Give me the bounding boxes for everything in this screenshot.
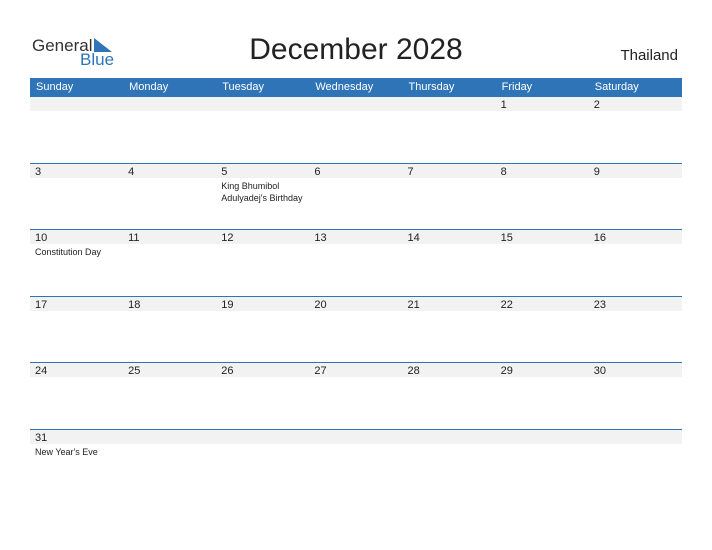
holiday-label — [589, 178, 682, 204]
holiday-label — [216, 444, 309, 458]
holiday-label — [123, 111, 216, 113]
weekday-thursday: Thursday — [408, 81, 455, 93]
holiday-label: New Year's Eve — [35, 446, 98, 457]
day-number: 6 — [314, 165, 321, 178]
day-number: 3 — [35, 165, 42, 178]
day-number: 9 — [593, 165, 600, 178]
holiday-label — [589, 111, 682, 113]
holiday-label — [309, 377, 402, 379]
holiday-label — [123, 311, 216, 313]
weekday-header — [30, 78, 682, 97]
holiday-label — [589, 244, 682, 258]
event-band — [30, 444, 682, 458]
day-number: 24 — [35, 365, 48, 378]
day-number — [216, 97, 309, 111]
day-number: 12 — [221, 232, 234, 245]
day-number — [403, 97, 496, 111]
holiday-label: Constitution Day — [35, 247, 102, 258]
day-number — [496, 430, 589, 444]
day-number: 1 — [500, 99, 507, 111]
day-number: 5 — [221, 165, 228, 178]
holiday-label — [496, 311, 589, 313]
holiday-label — [216, 311, 309, 313]
calendar-grid — [30, 78, 682, 497]
holiday-label — [403, 444, 496, 458]
holiday-label — [216, 111, 309, 113]
holiday-label — [30, 111, 123, 113]
logo-text-general: General — [32, 36, 93, 55]
holiday-label — [30, 311, 123, 313]
logo-text-blue: Blue — [80, 50, 115, 69]
day-number: 26 — [221, 365, 234, 378]
holiday-label — [309, 111, 402, 113]
day-number — [309, 430, 402, 444]
day-number — [123, 430, 216, 444]
holiday-label — [403, 244, 496, 258]
day-number: 7 — [407, 165, 414, 178]
week-row — [30, 363, 682, 430]
holiday-label — [403, 377, 496, 379]
weekday-wednesday: Wednesday — [315, 81, 374, 93]
event-band — [30, 311, 682, 313]
holiday-label — [123, 244, 216, 258]
day-number: 10 — [35, 232, 48, 245]
holiday-label — [589, 377, 682, 379]
holiday-label — [589, 444, 682, 458]
holiday-label: King Bhumibol Adulyadej's Birthday — [221, 180, 303, 203]
day-number: 28 — [407, 365, 420, 378]
page-title: December 2028 — [249, 33, 463, 66]
day-number: 30 — [593, 365, 606, 378]
holiday-label — [496, 377, 589, 379]
week-row — [30, 164, 682, 231]
weekday-saturday: Saturday — [594, 81, 639, 93]
day-number: 31 — [35, 431, 48, 444]
weekday-friday: Friday — [501, 81, 533, 93]
holiday-label — [496, 444, 589, 458]
week-row — [30, 297, 682, 364]
day-number: 29 — [500, 365, 513, 378]
event-band — [30, 377, 682, 379]
day-number — [309, 97, 402, 111]
date-band — [30, 430, 682, 444]
date-band — [30, 297, 682, 311]
day-number: 19 — [221, 298, 234, 311]
day-number — [216, 430, 309, 444]
day-number: 16 — [593, 232, 606, 245]
holiday-label — [123, 178, 216, 204]
holiday-label — [589, 311, 682, 313]
day-number: 27 — [314, 365, 327, 378]
holiday-label — [216, 244, 309, 258]
day-number: 21 — [407, 298, 420, 311]
weekday-sunday: Sunday — [36, 81, 74, 93]
holiday-label — [309, 244, 402, 258]
holiday-label — [30, 377, 123, 379]
date-band — [30, 230, 682, 244]
day-number: 8 — [500, 165, 507, 178]
day-number: 20 — [314, 298, 327, 311]
week-row — [30, 230, 682, 297]
day-number: 13 — [314, 232, 327, 245]
holiday-label — [496, 111, 589, 113]
day-number: 23 — [593, 298, 606, 311]
date-band — [30, 363, 682, 377]
holiday-label — [403, 111, 496, 113]
week-row — [30, 430, 682, 497]
day-number: 11 — [128, 232, 140, 245]
day-number: 15 — [500, 232, 513, 245]
day-number — [123, 97, 216, 111]
day-number: 4 — [128, 165, 135, 178]
event-band — [30, 178, 682, 204]
day-number — [589, 430, 682, 444]
country-label: Thailand — [620, 47, 678, 64]
holiday-label — [403, 178, 496, 204]
holiday-label — [30, 178, 123, 204]
day-number: 17 — [35, 298, 48, 311]
day-number — [403, 430, 496, 444]
week-row — [30, 97, 682, 164]
day-number: 25 — [128, 365, 141, 378]
day-number: 2 — [593, 99, 600, 111]
holiday-label — [216, 377, 309, 379]
holiday-label — [496, 178, 589, 204]
holiday-label — [123, 377, 216, 379]
event-band — [30, 111, 682, 113]
holiday-label — [403, 311, 496, 313]
event-band — [30, 244, 682, 258]
day-number: 14 — [407, 232, 420, 245]
holiday-label — [309, 444, 402, 458]
date-band — [30, 97, 682, 111]
holiday-label — [309, 178, 402, 204]
day-number: 18 — [128, 298, 141, 311]
day-number: 22 — [500, 298, 513, 311]
holiday-label — [496, 244, 589, 258]
date-band — [30, 164, 682, 178]
holiday-label — [123, 444, 216, 458]
weekday-tuesday: Tuesday — [222, 81, 265, 93]
day-number — [30, 97, 123, 111]
holiday-label — [309, 311, 402, 313]
weekday-monday: Monday — [129, 81, 169, 93]
